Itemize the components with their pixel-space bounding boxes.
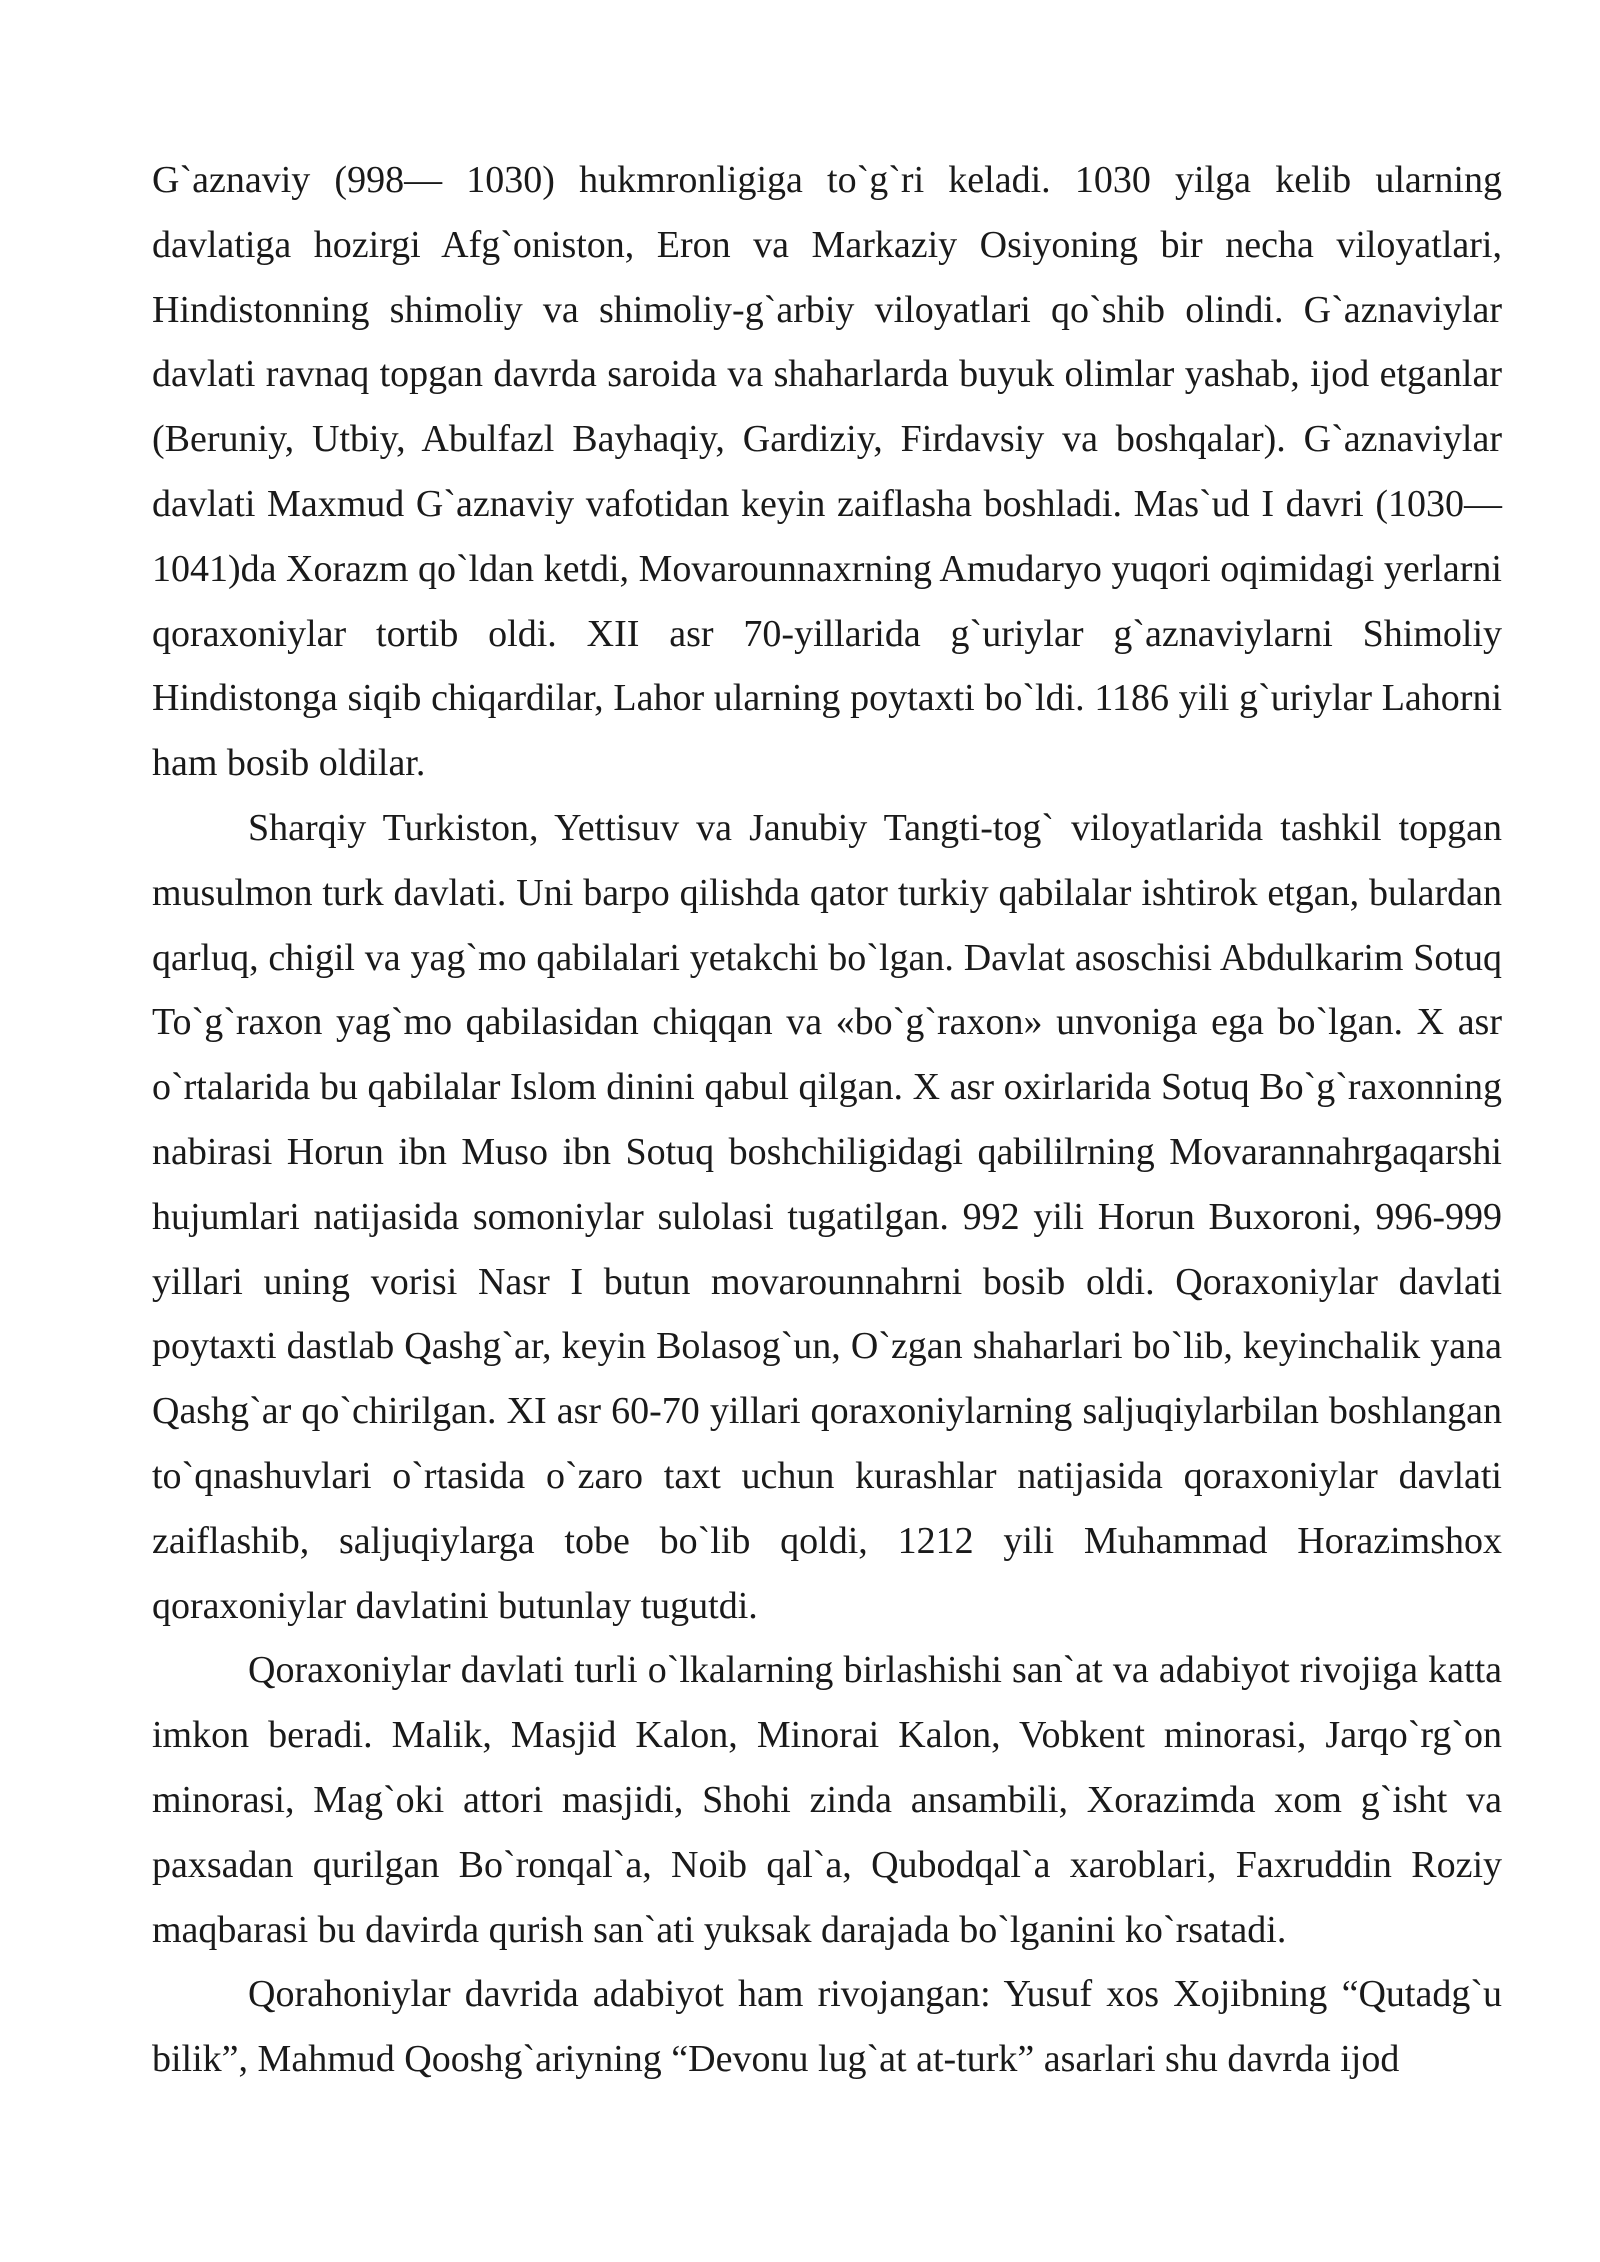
paragraph-ghaznavids: G`aznaviy (998— 1030) hukmronligiga to`g`ri keladi. 1030 yilga kelib ularning davlatiga hozirgi Afg`oniston, Eron va Markaziy Osiyoning bir necha viloyatlari, Hindistonning shimoliy va shimoliy-g`arbiy viloyatlari qo`shib olindi. G`aznaviylar davlati ravnaq topgan davrda saroida va shaharlarda buyuk olimlar yashab, ijod etganlar (Beruniy, Utbiy, Abulfazl Bayhaqiy, Gardiziy, Firdavsiy va boshqalar). G`aznaviylar davlati Maxmud G`aznaviy vafotidan keyin zaiflasha boshladi. Mas`ud I davri (1030—1041)da Xorazm qo`ldan ketdi, Movarounnaxrning Amudaryo yuqori oqimidagi yerlarni qoraxoniylar tortib oldi. XII asr 70-yillarida g`uriylar g`aznaviylarni Shimoliy Hindistonga siqib chiqardilar, Lahor ularning poytaxti bo`ldi. 1186 yili g`uriylar Lahorni ham bosib oldilar.	[152, 159, 1502, 785]
paragraph-karakhanid-architecture: Qoraxoniylar davlati turli o`lkalarning birlashishi san`at va adabiyot rivojiga katta imkon beradi. Malik, Masjid Kalon, Minorai Kalon, Vobkent minorasi, Jarqo`rg`on minorasi, Mag`oki attori masjidi, Shohi zinda ansambili, Xorazimda xom g`isht va paxsadan qurilgan Bo`ronqal`a, Noib qal`a, Qubodqal`a xaroblari, Faxruddin Roziy maqbarasi bu davirda qurish san`ati yuksak darajada bo`lganini ko`rsatadi.	[152, 1649, 1502, 1951]
document-page	[152, 148, 1502, 2092]
paragraph-karakhanid-state: Sharqiy Turkiston, Yettisuv va Janubiy Tangti-tog` viloyatlarida tashkil topgan musulmon turk davlati. Uni barpo qilishda qator turkiy qabilalar ishtirok etgan, bulardan qarluq, chigil va yag`mo qabilalari yetakchi bo`lgan. Davlat asoschisi Abdulkarim Sotuq To`g`raxon yag`mo qabilasidan chiqqan va «bo`g`raxon» unvoniga ega bo`lgan. X asr o`rtalarida bu qabilalar Islom dinini qabul qilgan. X asr oxirlarida Sotuq Bo`g`raxonning nabirasi Horun ibn Muso ibn Sotuq boshchiligidagi qabililrning Movarannahrgaqarshi hujumlari natijasida somoniylar sulolasi tugatilgan. 992 yili Horun Buxoroni, 996-999 yillari uning vorisi Nasr I butun movarounnahrni bosib oldi. Qoraxoniylar davlati poytaxti dastlab Qashg`ar, keyin Bolasog`un, O`zgan shaharlari bo`lib, keyinchalik yana Qashg`ar qo`chirilgan. XI asr 60-70 yillari qoraxoniylarning saljuqiylarbilan boshlangan to`qnashuvlari o`rtasida o`zaro taxt uchun kurashlar natijasida qoraxoniylar davlati zaiflashib, saljuqiylarga tobe bo`lib qoldi, 1212 yili Muhammad Horazimshox qoraxoniylar davlatini butunlay tugutdi.	[152, 806, 1502, 1627]
paragraph-karakhanid-literature: Qorahoniylar davrida adabiyot ham rivojangan: Yusuf xos Xojibning “Qutadg`u bilik”, Mahmud Qooshg`ariyning “Devonu lug`at at-turk” asarlari shu davrda ijod	[152, 1973, 1502, 2081]
